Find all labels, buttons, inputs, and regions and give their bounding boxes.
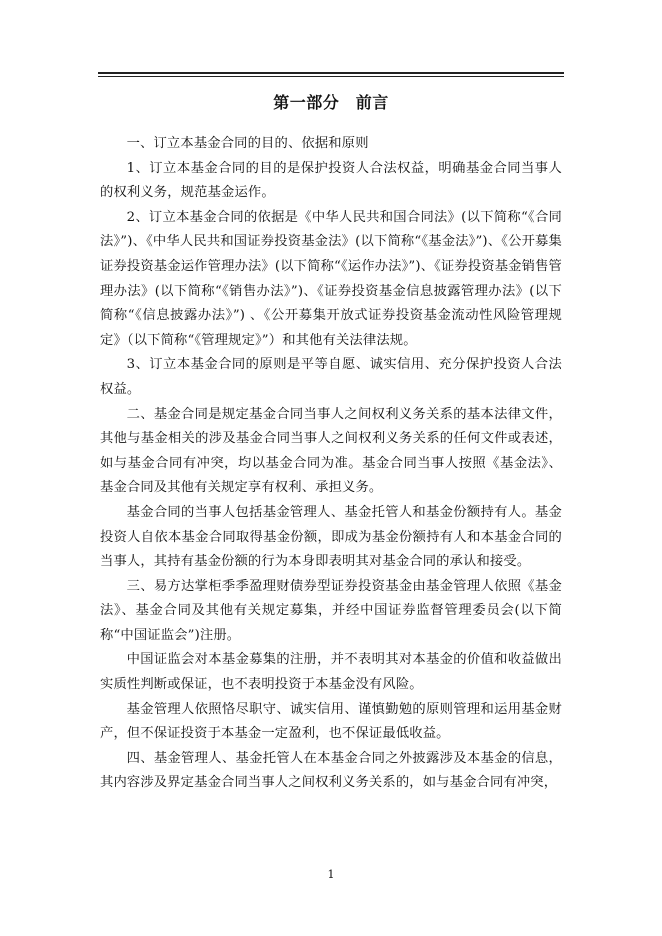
paragraph: 三、易方达掌柜季季盈理财债券型证券投资基金由基金管理人依照《基金法》、基金合同及其他有关规定募集，并经中国证券监督管理委员会(以下简称“中国证监会”)注册。 (100, 578, 562, 643)
header-rule-thin (98, 76, 564, 77)
paragraph: 3、订立本基金合同的原则是平等自愿、诚实信用、充分保护投资人合法权益。 (100, 357, 562, 397)
header-rule-thick (98, 72, 564, 74)
paragraph: 2、订立本基金合同的依据是《中华人民共和国合同法》(以下简称“《合同法》”)、《中华人民共和国证券投资基金法》(以下简称“《基金法》”)、《公开募集证券投资基金运作管理办法》(以下简称“《运作办法》”)、《证券投资基金销售管理办法》(以下简称“《销售办法》”)、《证券投资基金信息披露管理办法》(以下简称“《信息披露办法》”) 、《公开募集开放式证券投资基金流动性风险管理规定》（以下简称“《管理规定》”）和其他有关法律法规。 (100, 209, 562, 348)
paragraph: 四、基金管理人、基金托管人在本基金合同之外披露涉及本基金的信息，其内容涉及界定基金合同当事人之间权利义务关系的，如与基金合同有冲突， (100, 750, 562, 791)
page-number: 1 (327, 868, 335, 881)
paragraph: 基金管理人依照恪尽职守、诚实信用、谨慎勤勉的原则管理和运用基金财产，但不保证投资于本基金一定盈利，也不保证最低收益。 (100, 701, 562, 742)
paragraph: 二、基金合同是规定基金合同当事人之间权利义务关系的基本法律文件，其他与基金相关的涉及基金合同当事人之间权利义务关系的任何文件或表述，如与基金合同有冲突，均以基金合同为准。基金合同当事人按照《基金法》、基金合同及其他有关规定享有权利、承担义务。 (100, 406, 562, 496)
document-body (100, 132, 562, 796)
paragraph: 一、订立本基金合同的目的、依据和原则 (126, 136, 369, 151)
paragraph: 中国证监会对本基金募集的注册，并不表明其对本基金的价值和收益做出实质性判断或保证，也不表明投资于本基金没有风险。 (100, 652, 562, 693)
page-title: 第一部分 前言 (273, 93, 389, 112)
paragraph: 1、订立本基金合同的目的是保护投资人合法权益，明确基金合同当事人的权利义务，规范基金运作。 (100, 160, 562, 201)
paragraph: 基金合同的当事人包括基金管理人、基金托管人和基金份额持有人。基金投资人自依本基金合同取得基金份额，即成为基金份额持有人和本基金合同的当事人，其持有基金份额的行为本身即表明其对基金合同的承认和接受。 (100, 504, 562, 570)
